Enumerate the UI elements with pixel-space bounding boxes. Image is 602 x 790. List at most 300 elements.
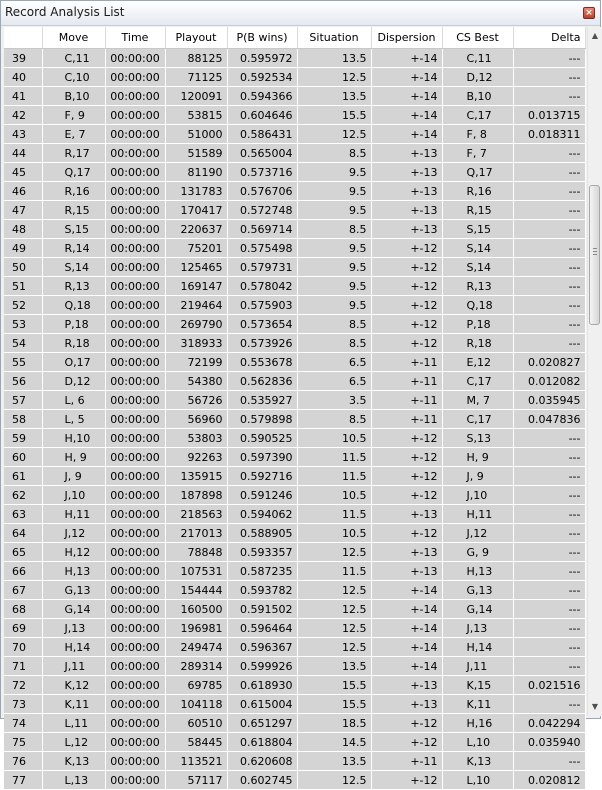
time-cell: 00:00:00 — [105, 771, 165, 790]
row-index: 50 — [4, 258, 42, 277]
table-row[interactable] — [4, 676, 585, 695]
delta-cell: --- — [513, 543, 585, 562]
table-row[interactable] — [4, 600, 585, 619]
row-index: 43 — [4, 125, 42, 144]
playout-cell: 187898 — [165, 486, 227, 505]
row-index: 66 — [4, 562, 42, 581]
dispersion-cell: +-13 — [371, 562, 442, 581]
table-row[interactable] — [4, 581, 585, 600]
situation-cell: 12.5 — [297, 125, 371, 144]
dispersion-cell: +-14 — [371, 581, 442, 600]
table-row[interactable] — [4, 752, 585, 771]
delta-cell: 0.012082 — [513, 372, 585, 391]
situation-cell: 8.5 — [297, 220, 371, 239]
cs-best-cell: R,15 — [442, 201, 513, 220]
playout-cell: 120091 — [165, 87, 227, 106]
row-index: 68 — [4, 600, 42, 619]
table-row[interactable] — [4, 543, 585, 562]
time-cell: 00:00:00 — [105, 752, 165, 771]
time-cell: 00:00:00 — [105, 524, 165, 543]
p-b-wins-cell: 0.615004 — [227, 695, 297, 714]
p-b-wins-cell: 0.596464 — [227, 619, 297, 638]
row-index: 46 — [4, 182, 42, 201]
delta-cell: --- — [513, 695, 585, 714]
playout-cell: 88125 — [165, 49, 227, 68]
time-cell: 00:00:00 — [105, 410, 165, 429]
time-cell: 00:00:00 — [105, 372, 165, 391]
table-row[interactable] — [4, 220, 585, 239]
cs-best-cell: J, 9 — [442, 467, 513, 486]
dispersion-cell: +-14 — [371, 49, 442, 68]
delta-cell: --- — [513, 657, 585, 676]
p-b-wins-cell: 0.593357 — [227, 543, 297, 562]
p-b-wins-cell: 0.586431 — [227, 125, 297, 144]
row-index: 45 — [4, 163, 42, 182]
dispersion-cell: +-12 — [371, 771, 442, 790]
time-cell: 00:00:00 — [105, 220, 165, 239]
header-time[interactable]: Time — [105, 27, 165, 49]
row-index: 77 — [4, 771, 42, 790]
time-cell: 00:00:00 — [105, 600, 165, 619]
situation-cell: 9.5 — [297, 163, 371, 182]
table-row[interactable] — [4, 486, 585, 505]
p-b-wins-cell: 0.572748 — [227, 201, 297, 220]
playout-cell: 289314 — [165, 657, 227, 676]
time-cell: 00:00:00 — [105, 49, 165, 68]
playout-cell: 131783 — [165, 182, 227, 201]
p-b-wins-cell: 0.573716 — [227, 163, 297, 182]
playout-cell: 217013 — [165, 524, 227, 543]
delta-cell: --- — [513, 619, 585, 638]
delta-cell: --- — [513, 296, 585, 315]
dispersion-cell: +-12 — [371, 334, 442, 353]
situation-cell: 6.5 — [297, 353, 371, 372]
p-b-wins-cell: 0.593782 — [227, 581, 297, 600]
header-delta[interactable]: Delta — [513, 27, 585, 49]
header-row — [4, 27, 585, 49]
delta-cell: --- — [513, 524, 585, 543]
playout-cell: 53803 — [165, 429, 227, 448]
situation-cell: 10.5 — [297, 429, 371, 448]
p-b-wins-cell: 0.587235 — [227, 562, 297, 581]
dispersion-cell: +-12 — [371, 448, 442, 467]
move-cell: E, 7 — [42, 125, 105, 144]
p-b-wins-cell: 0.575903 — [227, 296, 297, 315]
table-row[interactable] — [4, 87, 585, 106]
row-index: 54 — [4, 334, 42, 353]
time-cell: 00:00:00 — [105, 239, 165, 258]
p-b-wins-cell: 0.602745 — [227, 771, 297, 790]
delta-cell: --- — [513, 220, 585, 239]
cs-best-cell: C,17 — [442, 372, 513, 391]
p-b-wins-cell: 0.562836 — [227, 372, 297, 391]
header-move[interactable]: Move — [42, 27, 105, 49]
row-index: 55 — [4, 353, 42, 372]
time-cell: 00:00:00 — [105, 695, 165, 714]
cs-best-cell: Q,17 — [442, 163, 513, 182]
row-index: 51 — [4, 277, 42, 296]
row-index: 73 — [4, 695, 42, 714]
table-row[interactable] — [4, 429, 585, 448]
p-b-wins-cell: 0.596367 — [227, 638, 297, 657]
p-b-wins-cell: 0.594062 — [227, 505, 297, 524]
situation-cell: 8.5 — [297, 334, 371, 353]
move-cell: J,10 — [42, 486, 105, 505]
move-cell: Q,18 — [42, 296, 105, 315]
time-cell: 00:00:00 — [105, 182, 165, 201]
playout-cell: 113521 — [165, 752, 227, 771]
playout-cell: 69785 — [165, 676, 227, 695]
dispersion-cell: +-12 — [371, 258, 442, 277]
table-row[interactable] — [4, 201, 585, 220]
time-cell: 00:00:00 — [105, 144, 165, 163]
move-cell: J,13 — [42, 619, 105, 638]
move-cell: R,18 — [42, 334, 105, 353]
header-cs-best[interactable]: CS Best — [442, 27, 513, 49]
playout-cell: 72199 — [165, 353, 227, 372]
move-cell: K,13 — [42, 752, 105, 771]
situation-cell: 8.5 — [297, 410, 371, 429]
row-index: 57 — [4, 391, 42, 410]
row-index: 56 — [4, 372, 42, 391]
move-cell: C,10 — [42, 68, 105, 87]
move-cell: H,13 — [42, 562, 105, 581]
cs-best-cell: C,17 — [442, 106, 513, 125]
delta-cell: --- — [513, 600, 585, 619]
cs-best-cell: Q,18 — [442, 296, 513, 315]
table-row[interactable] — [4, 125, 585, 144]
table-row[interactable] — [4, 391, 585, 410]
situation-cell: 11.5 — [297, 467, 371, 486]
table-row[interactable] — [4, 163, 585, 182]
dispersion-cell: +-12 — [371, 429, 442, 448]
table-row[interactable] — [4, 505, 585, 524]
move-cell: H,10 — [42, 429, 105, 448]
delta-cell: --- — [513, 201, 585, 220]
situation-cell: 12.5 — [297, 543, 371, 562]
table-row[interactable] — [4, 49, 585, 68]
table-row[interactable] — [4, 239, 585, 258]
situation-cell: 12.5 — [297, 581, 371, 600]
playout-cell: 219464 — [165, 296, 227, 315]
table-row[interactable] — [4, 353, 585, 372]
table-row[interactable] — [4, 714, 585, 733]
cs-best-cell: K,15 — [442, 676, 513, 695]
situation-cell: 10.5 — [297, 486, 371, 505]
row-index: 60 — [4, 448, 42, 467]
move-cell: R,13 — [42, 277, 105, 296]
cs-best-cell: J,13 — [442, 619, 513, 638]
time-cell: 00:00:00 — [105, 391, 165, 410]
situation-cell: 9.5 — [297, 277, 371, 296]
table-row[interactable] — [4, 372, 585, 391]
table-row[interactable] — [4, 410, 585, 429]
time-cell: 00:00:00 — [105, 733, 165, 752]
delta-cell: --- — [513, 87, 585, 106]
p-b-wins-cell: 0.573926 — [227, 334, 297, 353]
row-index: 76 — [4, 752, 42, 771]
row-index: 47 — [4, 201, 42, 220]
situation-cell: 9.5 — [297, 201, 371, 220]
header-situation[interactable]: Situation — [297, 27, 371, 49]
situation-cell: 12.5 — [297, 619, 371, 638]
playout-cell: 53815 — [165, 106, 227, 125]
situation-cell: 11.5 — [297, 505, 371, 524]
row-index: 75 — [4, 733, 42, 752]
dispersion-cell: +-13 — [371, 201, 442, 220]
situation-cell: 13.5 — [297, 752, 371, 771]
table-row[interactable] — [4, 733, 585, 752]
cs-best-cell: L,10 — [442, 733, 513, 752]
playout-cell: 318933 — [165, 334, 227, 353]
vertical-scrollbar[interactable] — [587, 27, 602, 716]
playout-cell: 75201 — [165, 239, 227, 258]
dispersion-cell: +-14 — [371, 657, 442, 676]
header-index[interactable] — [4, 27, 42, 49]
move-cell: Q,17 — [42, 163, 105, 182]
row-index: 52 — [4, 296, 42, 315]
playout-cell: 107531 — [165, 562, 227, 581]
time-cell: 00:00:00 — [105, 562, 165, 581]
header-dispersion[interactable]: Dispersion — [371, 27, 442, 49]
situation-cell: 11.5 — [297, 448, 371, 467]
move-cell: K,11 — [42, 695, 105, 714]
dispersion-cell: +-11 — [371, 391, 442, 410]
time-cell: 00:00:00 — [105, 486, 165, 505]
move-cell: J,12 — [42, 524, 105, 543]
table-row[interactable] — [4, 638, 585, 657]
situation-cell: 8.5 — [297, 144, 371, 163]
delta-cell: --- — [513, 68, 585, 87]
row-index: 62 — [4, 486, 42, 505]
row-index: 53 — [4, 315, 42, 334]
delta-cell: --- — [513, 315, 585, 334]
move-cell: L, 5 — [42, 410, 105, 429]
move-cell: S,15 — [42, 220, 105, 239]
close-icon[interactable]: × — [583, 7, 595, 19]
playout-cell: 57117 — [165, 771, 227, 790]
time-cell: 00:00:00 — [105, 448, 165, 467]
record-table — [4, 27, 586, 790]
row-index: 61 — [4, 467, 42, 486]
cs-best-cell: B,10 — [442, 87, 513, 106]
table-row[interactable] — [4, 296, 585, 315]
table-row[interactable] — [4, 277, 585, 296]
playout-cell: 58445 — [165, 733, 227, 752]
scrollbar-thumb[interactable] — [589, 185, 600, 325]
delta-cell: --- — [513, 144, 585, 163]
playout-cell: 249474 — [165, 638, 227, 657]
table-row[interactable] — [4, 144, 585, 163]
row-index: 41 — [4, 87, 42, 106]
time-cell: 00:00:00 — [105, 581, 165, 600]
dispersion-cell: +-14 — [371, 619, 442, 638]
window-title: Record Analysis List — [5, 5, 125, 19]
grip-line — [593, 251, 597, 252]
cs-best-cell: H,16 — [442, 714, 513, 733]
p-b-wins-cell: 0.590525 — [227, 429, 297, 448]
dispersion-cell: +-12 — [371, 315, 442, 334]
chevron-up-icon[interactable]: ▲ — [591, 31, 599, 40]
situation-cell: 12.5 — [297, 638, 371, 657]
playout-cell: 169147 — [165, 277, 227, 296]
row-index: 63 — [4, 505, 42, 524]
time-cell: 00:00:00 — [105, 657, 165, 676]
time-cell: 00:00:00 — [105, 125, 165, 144]
situation-cell: 13.5 — [297, 87, 371, 106]
move-cell: F, 9 — [42, 106, 105, 125]
header-playout[interactable]: Playout — [165, 27, 227, 49]
situation-cell: 12.5 — [297, 68, 371, 87]
time-cell: 00:00:00 — [105, 638, 165, 657]
delta-cell: --- — [513, 581, 585, 600]
time-cell: 00:00:00 — [105, 505, 165, 524]
title-bar — [1, 1, 600, 26]
playout-cell: 135915 — [165, 467, 227, 486]
row-index: 70 — [4, 638, 42, 657]
table-row[interactable] — [4, 334, 585, 353]
situation-cell: 14.5 — [297, 733, 371, 752]
row-index: 42 — [4, 106, 42, 125]
delta-cell: 0.035940 — [513, 733, 585, 752]
grip-line — [593, 248, 597, 249]
table-row[interactable] — [4, 562, 585, 581]
time-cell: 00:00:00 — [105, 353, 165, 372]
situation-cell: 15.5 — [297, 106, 371, 125]
dispersion-cell: +-14 — [371, 68, 442, 87]
dispersion-cell: +-13 — [371, 182, 442, 201]
time-cell: 00:00:00 — [105, 315, 165, 334]
p-b-wins-cell: 0.575498 — [227, 239, 297, 258]
table-row[interactable] — [4, 467, 585, 486]
table-row[interactable] — [4, 657, 585, 676]
p-b-wins-cell: 0.579898 — [227, 410, 297, 429]
situation-cell: 11.5 — [297, 562, 371, 581]
chevron-down-icon[interactable]: ▼ — [591, 702, 599, 711]
move-cell: G,14 — [42, 600, 105, 619]
p-b-wins-cell: 0.618804 — [227, 733, 297, 752]
cs-best-cell: S,14 — [442, 239, 513, 258]
situation-cell: 9.5 — [297, 182, 371, 201]
dispersion-cell: +-13 — [371, 505, 442, 524]
move-cell: L,12 — [42, 733, 105, 752]
cs-best-cell: G,13 — [442, 581, 513, 600]
cs-best-cell: K,11 — [442, 695, 513, 714]
situation-cell: 18.5 — [297, 714, 371, 733]
playout-cell: 220637 — [165, 220, 227, 239]
table-row[interactable] — [4, 771, 585, 790]
cs-best-cell: H,14 — [442, 638, 513, 657]
row-index: 58 — [4, 410, 42, 429]
situation-cell: 13.5 — [297, 657, 371, 676]
dispersion-cell: +-12 — [371, 714, 442, 733]
p-b-wins-cell: 0.535927 — [227, 391, 297, 410]
table-row[interactable] — [4, 695, 585, 714]
dispersion-cell: +-11 — [371, 752, 442, 771]
dispersion-cell: +-13 — [371, 144, 442, 163]
table-row[interactable] — [4, 182, 585, 201]
move-cell: K,12 — [42, 676, 105, 695]
row-index: 72 — [4, 676, 42, 695]
table-row[interactable] — [4, 258, 585, 277]
delta-cell: --- — [513, 163, 585, 182]
delta-cell: --- — [513, 334, 585, 353]
cs-best-cell: G,14 — [442, 600, 513, 619]
delta-cell: --- — [513, 277, 585, 296]
p-b-wins-cell: 0.620608 — [227, 752, 297, 771]
table-row[interactable] — [4, 448, 585, 467]
table-row[interactable] — [4, 524, 585, 543]
playout-cell: 92263 — [165, 448, 227, 467]
dispersion-cell: +-12 — [371, 239, 442, 258]
p-b-wins-cell: 0.578042 — [227, 277, 297, 296]
time-cell: 00:00:00 — [105, 277, 165, 296]
row-index: 44 — [4, 144, 42, 163]
situation-cell: 3.5 — [297, 391, 371, 410]
situation-cell: 8.5 — [297, 315, 371, 334]
p-b-wins-cell: 0.553678 — [227, 353, 297, 372]
cs-best-cell: H, 9 — [442, 448, 513, 467]
table-row[interactable] — [4, 315, 585, 334]
table-row[interactable] — [4, 619, 585, 638]
dispersion-cell: +-11 — [371, 353, 442, 372]
move-cell: H,14 — [42, 638, 105, 657]
playout-cell: 160500 — [165, 600, 227, 619]
dispersion-cell: +-12 — [371, 486, 442, 505]
move-cell: H,11 — [42, 505, 105, 524]
dispersion-cell: +-12 — [371, 467, 442, 486]
dispersion-cell: +-12 — [371, 296, 442, 315]
p-b-wins-cell: 0.579731 — [227, 258, 297, 277]
situation-cell: 9.5 — [297, 296, 371, 315]
move-cell: J, 9 — [42, 467, 105, 486]
playout-cell: 81190 — [165, 163, 227, 182]
delta-cell: --- — [513, 752, 585, 771]
time-cell: 00:00:00 — [105, 714, 165, 733]
delta-cell: 0.021516 — [513, 676, 585, 695]
cs-best-cell: K,13 — [442, 752, 513, 771]
header-p-b-wins[interactable]: P(B wins) — [227, 27, 297, 49]
row-index: 49 — [4, 239, 42, 258]
cs-best-cell: H,13 — [442, 562, 513, 581]
table-row[interactable] — [4, 68, 585, 87]
playout-cell: 78848 — [165, 543, 227, 562]
dispersion-cell: +-13 — [371, 220, 442, 239]
row-index: 69 — [4, 619, 42, 638]
cs-best-cell: S,15 — [442, 220, 513, 239]
situation-cell: 15.5 — [297, 695, 371, 714]
time-cell: 00:00:00 — [105, 87, 165, 106]
time-cell: 00:00:00 — [105, 163, 165, 182]
table-row[interactable] — [4, 106, 585, 125]
delta-cell: --- — [513, 258, 585, 277]
delta-cell: 0.035945 — [513, 391, 585, 410]
cs-best-cell: D,12 — [442, 68, 513, 87]
p-b-wins-cell: 0.569714 — [227, 220, 297, 239]
playout-cell: 154444 — [165, 581, 227, 600]
move-cell: S,14 — [42, 258, 105, 277]
move-cell: R,17 — [42, 144, 105, 163]
situation-cell: 10.5 — [297, 524, 371, 543]
move-cell: G,13 — [42, 581, 105, 600]
move-cell: H,12 — [42, 543, 105, 562]
delta-cell: 0.020812 — [513, 771, 585, 790]
p-b-wins-cell: 0.595972 — [227, 49, 297, 68]
playout-cell: 170417 — [165, 201, 227, 220]
dispersion-cell: +-13 — [371, 695, 442, 714]
delta-cell: 0.020827 — [513, 353, 585, 372]
time-cell: 00:00:00 — [105, 258, 165, 277]
